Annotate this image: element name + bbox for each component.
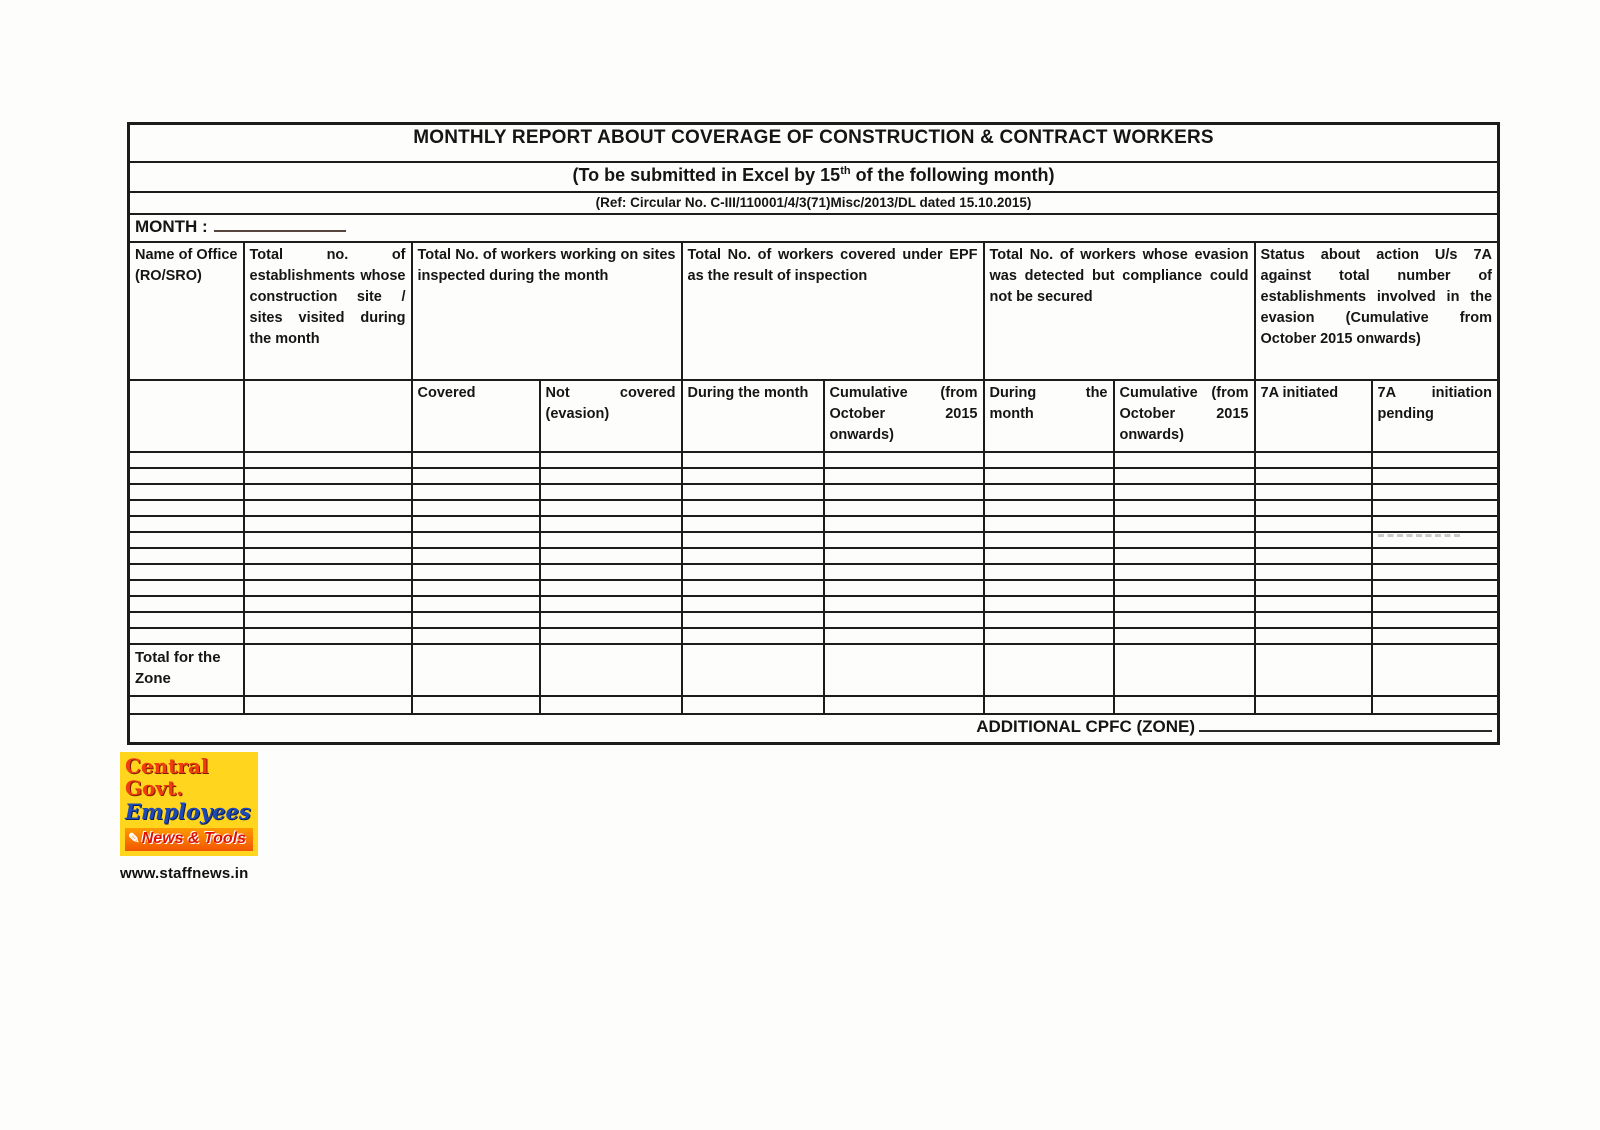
empty-cell xyxy=(1114,500,1255,516)
empty-cell xyxy=(412,644,540,696)
table-row xyxy=(129,564,1499,580)
empty-cell xyxy=(1114,516,1255,532)
table-row xyxy=(129,548,1499,564)
month-label: MONTH : xyxy=(135,216,208,236)
report-sheet xyxy=(127,122,1497,745)
additional-cpfc-blank-line xyxy=(1199,719,1492,732)
logo-news-tools-text: News & Tools xyxy=(141,830,247,848)
empty-cell xyxy=(129,596,244,612)
empty-cell xyxy=(412,500,540,516)
empty-cell xyxy=(984,596,1114,612)
empty-cell xyxy=(540,644,682,696)
month-blank-line xyxy=(214,219,346,232)
empty-cell xyxy=(129,452,244,468)
empty-cell xyxy=(1255,644,1372,696)
empty-cell xyxy=(244,500,412,516)
empty-cell xyxy=(1114,452,1255,468)
empty-cell xyxy=(682,500,824,516)
empty-cell xyxy=(824,564,984,580)
empty-cell xyxy=(1255,596,1372,612)
empty-cell xyxy=(984,564,1114,580)
header-row-subcolumns xyxy=(129,380,1499,452)
empty-cell xyxy=(129,612,244,628)
empty-cell xyxy=(984,612,1114,628)
empty-cell xyxy=(1372,452,1499,468)
report-table xyxy=(127,122,1500,745)
subheader-during-month-epf: During the month xyxy=(682,380,824,452)
empty-cell xyxy=(824,612,984,628)
empty-cell xyxy=(244,484,412,500)
empty-cell xyxy=(129,628,244,644)
empty-cell xyxy=(129,468,244,484)
empty-cell xyxy=(129,580,244,596)
empty-cell xyxy=(1372,696,1499,714)
staffnews-logo xyxy=(120,752,260,882)
empty-cell xyxy=(1114,532,1255,548)
table-row xyxy=(129,468,1499,484)
empty-cell xyxy=(244,612,412,628)
footer-block xyxy=(129,644,1499,744)
col-header-evasion-detected: Total No. of workers whose evasion was detected but compliance could not be secured xyxy=(984,242,1255,380)
empty-cell xyxy=(412,484,540,500)
empty-cell xyxy=(540,564,682,580)
empty-cell xyxy=(1372,548,1499,564)
logo-line-central-govt: Central Govt. xyxy=(125,754,209,800)
empty-cell xyxy=(129,500,244,516)
stray-pencil-mark xyxy=(1378,534,1460,537)
empty-cell xyxy=(682,596,824,612)
empty-cell xyxy=(1114,644,1255,696)
subheader-empty-office xyxy=(129,380,244,452)
empty-cell xyxy=(412,532,540,548)
empty-cell xyxy=(1372,468,1499,484)
empty-cell xyxy=(1372,580,1499,596)
empty-cell xyxy=(540,696,682,714)
empty-cell xyxy=(1255,468,1372,484)
empty-cell xyxy=(984,452,1114,468)
empty-cell xyxy=(244,596,412,612)
empty-cell xyxy=(682,468,824,484)
subheader-covered: Covered xyxy=(412,380,540,452)
empty-cell xyxy=(824,580,984,596)
total-zone-row xyxy=(129,644,1499,696)
empty-cell xyxy=(682,516,824,532)
subtitle-prefix: (To be submitted in Excel by 15 xyxy=(572,164,841,185)
empty-cell xyxy=(1114,612,1255,628)
empty-cell xyxy=(824,484,984,500)
empty-cell xyxy=(1255,580,1372,596)
subtitle-suffix: of the following month) xyxy=(850,164,1055,185)
empty-cell xyxy=(1255,548,1372,564)
month-row xyxy=(129,214,1499,242)
table-row xyxy=(129,580,1499,596)
empty-cell xyxy=(412,580,540,596)
empty-cell xyxy=(412,564,540,580)
empty-cell xyxy=(1114,468,1255,484)
staffnews-logo-box xyxy=(120,752,258,856)
subheader-cumulative-epf: Cumulative (from October 2015 onwards) xyxy=(824,380,984,452)
empty-cell xyxy=(540,628,682,644)
empty-cell xyxy=(129,564,244,580)
empty-cell xyxy=(1255,516,1372,532)
empty-cell xyxy=(1114,596,1255,612)
empty-cell xyxy=(1114,484,1255,500)
subheader-cumulative-evasion: Cumulative (from October 2015 onwards) xyxy=(1114,380,1255,452)
empty-cell xyxy=(984,484,1114,500)
website-url: www.staffnews.in xyxy=(120,864,249,882)
empty-cell xyxy=(412,452,540,468)
empty-cell xyxy=(412,468,540,484)
empty-cell xyxy=(129,696,244,714)
empty-cell xyxy=(540,468,682,484)
empty-cell xyxy=(129,484,244,500)
empty-cell xyxy=(129,516,244,532)
table-row xyxy=(129,484,1499,500)
table-row xyxy=(129,596,1499,612)
col-header-covered-under-epf: Total No. of workers covered under EPF as the result of inspection xyxy=(682,242,984,380)
empty-cell xyxy=(412,628,540,644)
empty-cell xyxy=(824,500,984,516)
month-cell xyxy=(129,214,1499,242)
table-row xyxy=(129,452,1499,468)
subtitle-row xyxy=(129,162,1499,192)
table-row xyxy=(129,500,1499,516)
empty-cell xyxy=(244,516,412,532)
table-row xyxy=(129,516,1499,532)
total-zone-label: Total for the Zone xyxy=(129,644,244,696)
title-row xyxy=(129,124,1499,162)
logo-line-employees: Employees xyxy=(125,799,251,824)
empty-cell xyxy=(824,644,984,696)
empty-cell xyxy=(1372,628,1499,644)
empty-cell xyxy=(1114,564,1255,580)
empty-cell xyxy=(1372,500,1499,516)
empty-cell xyxy=(984,548,1114,564)
reference-row xyxy=(129,192,1499,214)
empty-cell xyxy=(540,516,682,532)
header-block xyxy=(129,124,1499,452)
empty-cell xyxy=(824,452,984,468)
empty-cell xyxy=(412,516,540,532)
empty-cell xyxy=(824,468,984,484)
empty-cell xyxy=(1114,548,1255,564)
empty-cell xyxy=(1255,532,1372,548)
empty-cell xyxy=(682,628,824,644)
empty-cell xyxy=(244,644,412,696)
subheader-not-covered: Not covered (evasion) xyxy=(540,380,682,452)
empty-cell xyxy=(1255,452,1372,468)
empty-cell xyxy=(824,628,984,644)
reference-line: (Ref: Circular No. C-III/110001/4/3(71)Misc/2013/DL dated 15.10.2015) xyxy=(129,192,1499,214)
table-row xyxy=(129,532,1499,548)
empty-cell xyxy=(244,548,412,564)
empty-cell xyxy=(412,612,540,628)
empty-cell xyxy=(244,452,412,468)
empty-cell xyxy=(824,532,984,548)
empty-cell xyxy=(1255,484,1372,500)
empty-cell xyxy=(129,532,244,548)
logo-line-news-tools xyxy=(125,828,253,851)
empty-cell xyxy=(1255,564,1372,580)
empty-cell xyxy=(1372,596,1499,612)
empty-cell xyxy=(1255,696,1372,714)
empty-cell xyxy=(412,696,540,714)
empty-cell xyxy=(412,548,540,564)
empty-cell xyxy=(824,516,984,532)
additional-cpfc-row xyxy=(129,714,1499,744)
empty-cell xyxy=(984,644,1114,696)
empty-cell xyxy=(1114,580,1255,596)
empty-cell xyxy=(1255,628,1372,644)
empty-cell xyxy=(1255,612,1372,628)
empty-cell xyxy=(540,596,682,612)
empty-cell xyxy=(1114,696,1255,714)
empty-cell xyxy=(682,564,824,580)
additional-cpfc-label: ADDITIONAL CPFC (ZONE) xyxy=(976,716,1196,736)
empty-cell xyxy=(540,484,682,500)
empty-cell xyxy=(244,564,412,580)
table-row xyxy=(129,612,1499,628)
empty-cell xyxy=(984,580,1114,596)
empty-cell xyxy=(540,612,682,628)
empty-cell xyxy=(1114,628,1255,644)
col-header-7a-status: Status about action U/s 7A against total number of establishments involved in the evasion (Cumulative from October 2015 onwards) xyxy=(1255,242,1499,380)
empty-cell xyxy=(540,580,682,596)
empty-cell xyxy=(129,548,244,564)
empty-cell xyxy=(1255,500,1372,516)
pencil-icon: ✎ xyxy=(128,830,140,847)
empty-cell xyxy=(244,468,412,484)
subheader-during-month-evasion: During the month xyxy=(984,380,1114,452)
empty-cell xyxy=(540,500,682,516)
empty-cell xyxy=(984,696,1114,714)
empty-cell xyxy=(540,548,682,564)
empty-cell xyxy=(682,644,824,696)
subheader-empty-establishments xyxy=(244,380,412,452)
additional-cpfc-cell xyxy=(129,714,1499,744)
col-header-workers-on-sites: Total No. of workers working on sites inspected during the month xyxy=(412,242,682,380)
table-row xyxy=(129,628,1499,644)
empty-cell xyxy=(540,452,682,468)
empty-cell xyxy=(244,696,412,714)
empty-cell xyxy=(984,500,1114,516)
empty-cell xyxy=(682,532,824,548)
empty-cell xyxy=(824,548,984,564)
empty-cell xyxy=(682,696,824,714)
col-header-establishments: Total no. of establishments whose construction site / sites visited during the month xyxy=(244,242,412,380)
empty-cell xyxy=(244,628,412,644)
empty-cell xyxy=(984,468,1114,484)
empty-cell xyxy=(682,484,824,500)
subheader-7a-pending: 7A initiation pending xyxy=(1372,380,1499,452)
empty-cell xyxy=(1372,484,1499,500)
subtitle-superscript: th xyxy=(840,164,851,177)
empty-cell xyxy=(1372,564,1499,580)
empty-cell xyxy=(244,532,412,548)
empty-cell xyxy=(682,580,824,596)
page-title: MONTHLY REPORT ABOUT COVERAGE OF CONSTRUCTION & CONTRACT WORKERS xyxy=(129,124,1499,162)
empty-cell xyxy=(244,580,412,596)
empty-cell xyxy=(682,612,824,628)
col-header-office: Name of Office (RO/SRO) xyxy=(129,242,244,380)
empty-cell xyxy=(984,532,1114,548)
thin-spacer-row xyxy=(129,696,1499,714)
empty-cell xyxy=(984,628,1114,644)
empty-cell xyxy=(682,548,824,564)
empty-cell xyxy=(412,596,540,612)
empty-cell xyxy=(1372,516,1499,532)
header-row-groups xyxy=(129,242,1499,380)
page-subtitle xyxy=(129,162,1499,192)
subheader-7a-initiated: 7A initiated xyxy=(1255,380,1372,452)
empty-cell xyxy=(984,516,1114,532)
empty-cell xyxy=(824,696,984,714)
empty-cell xyxy=(1372,612,1499,628)
empty-cell xyxy=(682,452,824,468)
empty-cell xyxy=(540,532,682,548)
empty-cell xyxy=(824,596,984,612)
empty-cell xyxy=(1372,644,1499,696)
empty-rows xyxy=(129,452,1499,644)
